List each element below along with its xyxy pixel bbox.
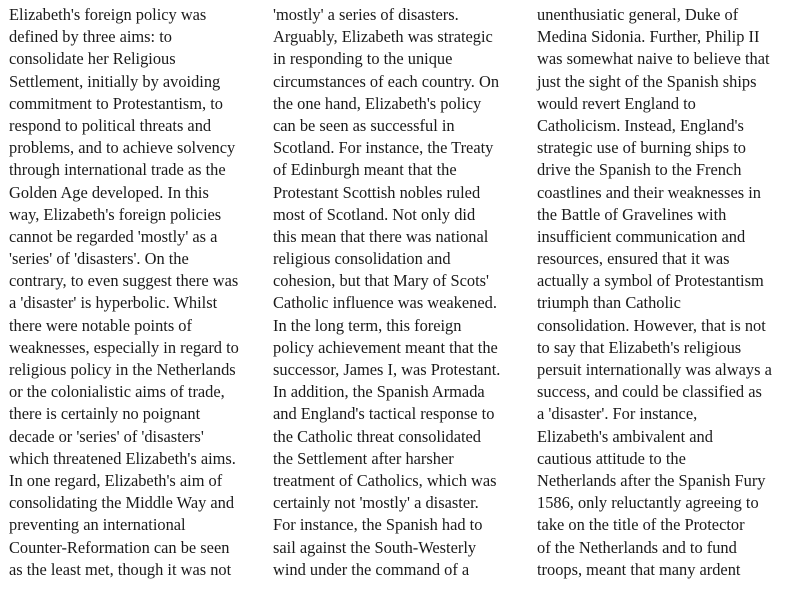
- text-line: or the colonialistic aims of trade,: [9, 382, 225, 402]
- text-line: circumstances of each country. On: [273, 71, 500, 91]
- text-line: consolidate her Religious: [9, 49, 176, 69]
- text-line: In the long term, this foreign: [273, 315, 462, 335]
- text-line: there were notable points of: [9, 315, 192, 335]
- text-line: which threatened Elizabeth's aims.: [9, 448, 236, 468]
- text-line: was somewhat naive to believe that: [537, 49, 770, 69]
- text-line: successor, James I, was Protestant.: [273, 360, 501, 379]
- text-line: as the least met, though it was not: [9, 559, 232, 579]
- text-line: Scotland. For instance, the Treaty: [273, 138, 494, 158]
- text-column-2: [273, 4, 535, 581]
- text-line: Medina Sidonia. Further, Philip II: [537, 27, 760, 47]
- text-line: decade or 'series' of 'disasters': [9, 426, 204, 446]
- text-line: Elizabeth's foreign policy was: [9, 5, 207, 24]
- text-line: can be seen as successful in: [273, 115, 455, 135]
- text-line: a 'disaster'. For instance,: [537, 404, 698, 424]
- text-line: Protestant Scottish nobles ruled: [273, 182, 481, 202]
- text-line: to say that Elizabeth's religious: [537, 337, 742, 357]
- text-line: sail against the South-Westerly: [273, 537, 477, 557]
- text-line: the one hand, Elizabeth's policy: [273, 93, 482, 113]
- text-line: a 'disaster' is hyperbolic. Whilst: [9, 293, 218, 313]
- text-line: just the sight of the Spanish ships: [537, 71, 757, 91]
- text-line: unenthusiatic general, Duke of: [537, 5, 739, 24]
- text-line: actually a symbol of Protestantism: [537, 271, 764, 291]
- text-line: strategic use of burning ships to: [537, 138, 746, 158]
- text-line: treatment of Catholics, which was: [273, 470, 497, 490]
- text-line: respond to political threats and: [9, 115, 212, 135]
- text-line: In one regard, Elizabeth's aim of: [9, 470, 223, 490]
- text-line: weaknesses, especially in regard to: [9, 337, 239, 357]
- text-line: would revert England to: [537, 93, 696, 113]
- text-line: coastlines and their weaknesses in: [537, 182, 761, 202]
- text-line: of Edinburgh meant that the: [273, 160, 457, 180]
- text-line: take on the title of the Protector: [537, 515, 745, 535]
- text-line: the Catholic threat consolidated: [273, 426, 482, 446]
- text-line: Arguably, Elizabeth was strategic: [273, 27, 493, 47]
- text-line: triumph than Catholic: [537, 293, 681, 313]
- text-line: this mean that there was national: [273, 226, 489, 246]
- text-line: contrary, to even suggest there was: [9, 271, 239, 291]
- text-line: way, Elizabeth's foreign policies: [9, 204, 222, 224]
- text-line: success, and could be classified as: [537, 382, 762, 402]
- text-line: through international trade as the: [9, 160, 226, 180]
- text-line: Catholic influence was weakened.: [273, 293, 497, 313]
- text-line: consolidating the Middle Way and: [9, 493, 235, 513]
- text-line: the Battle of Gravelines with: [537, 204, 727, 224]
- text-line: of the Netherlands and to fund: [537, 537, 737, 557]
- text-line: commitment to Protestantism, to: [9, 93, 223, 113]
- text-line: most of Scotland. Not only did: [273, 204, 476, 224]
- text-line: drive the Spanish to the French: [537, 160, 742, 180]
- text-line: cautious attitude to the: [537, 448, 686, 468]
- text-line: the Settlement after harsher: [273, 448, 454, 468]
- text-line: preventing an international: [9, 515, 186, 535]
- text-line: Netherlands after the Spanish Fury: [537, 470, 766, 490]
- text-line: cohesion, but that Mary of Scots': [273, 271, 489, 291]
- text-line: policy achievement meant that the: [273, 337, 498, 357]
- text-line: cannot be regarded 'mostly' as a: [9, 226, 218, 246]
- text-line: For instance, the Spanish had to: [273, 515, 483, 535]
- text-line: wind under the command of a: [273, 559, 470, 579]
- text-line: Golden Age developed. In this: [9, 182, 209, 202]
- text-line: consolidation. However, that is not: [537, 315, 766, 335]
- text-line: 'series' of 'disasters'. On the: [9, 249, 189, 269]
- text-line: troops, meant that many ardent: [537, 559, 741, 579]
- text-line: Elizabeth's ambivalent and: [537, 426, 713, 446]
- text-line: problems, and to achieve solvency: [9, 138, 236, 158]
- text-line: defined by three aims: to: [9, 27, 172, 47]
- text-line: religious policy in the Netherlands: [9, 360, 236, 379]
- text-line: 'mostly' a series of disasters.: [273, 5, 459, 24]
- text-line: Counter-Reformation can be seen: [9, 537, 230, 557]
- text-line: In addition, the Spanish Armada: [273, 382, 485, 402]
- text-column-3: [537, 4, 799, 581]
- text-column-1: [9, 4, 271, 581]
- text-line: certainly not 'mostly' a disaster.: [273, 493, 479, 513]
- text-line: insufficient communication and: [537, 226, 746, 246]
- text-line: persuit internationally was always a: [537, 360, 772, 379]
- text-line: and England's tactical response to: [273, 404, 495, 424]
- text-line: religious consolidation and: [273, 249, 451, 269]
- text-line: in responding to the unique: [273, 49, 453, 69]
- text-line: Settlement, initially by avoiding: [9, 71, 221, 91]
- text-line: there is certainly no poignant: [9, 404, 201, 424]
- text-line: resources, ensured that it was: [537, 249, 730, 269]
- text-line: Catholicism. Instead, England's: [537, 115, 744, 135]
- text-line: 1586, only reluctantly agreeing to: [537, 493, 759, 513]
